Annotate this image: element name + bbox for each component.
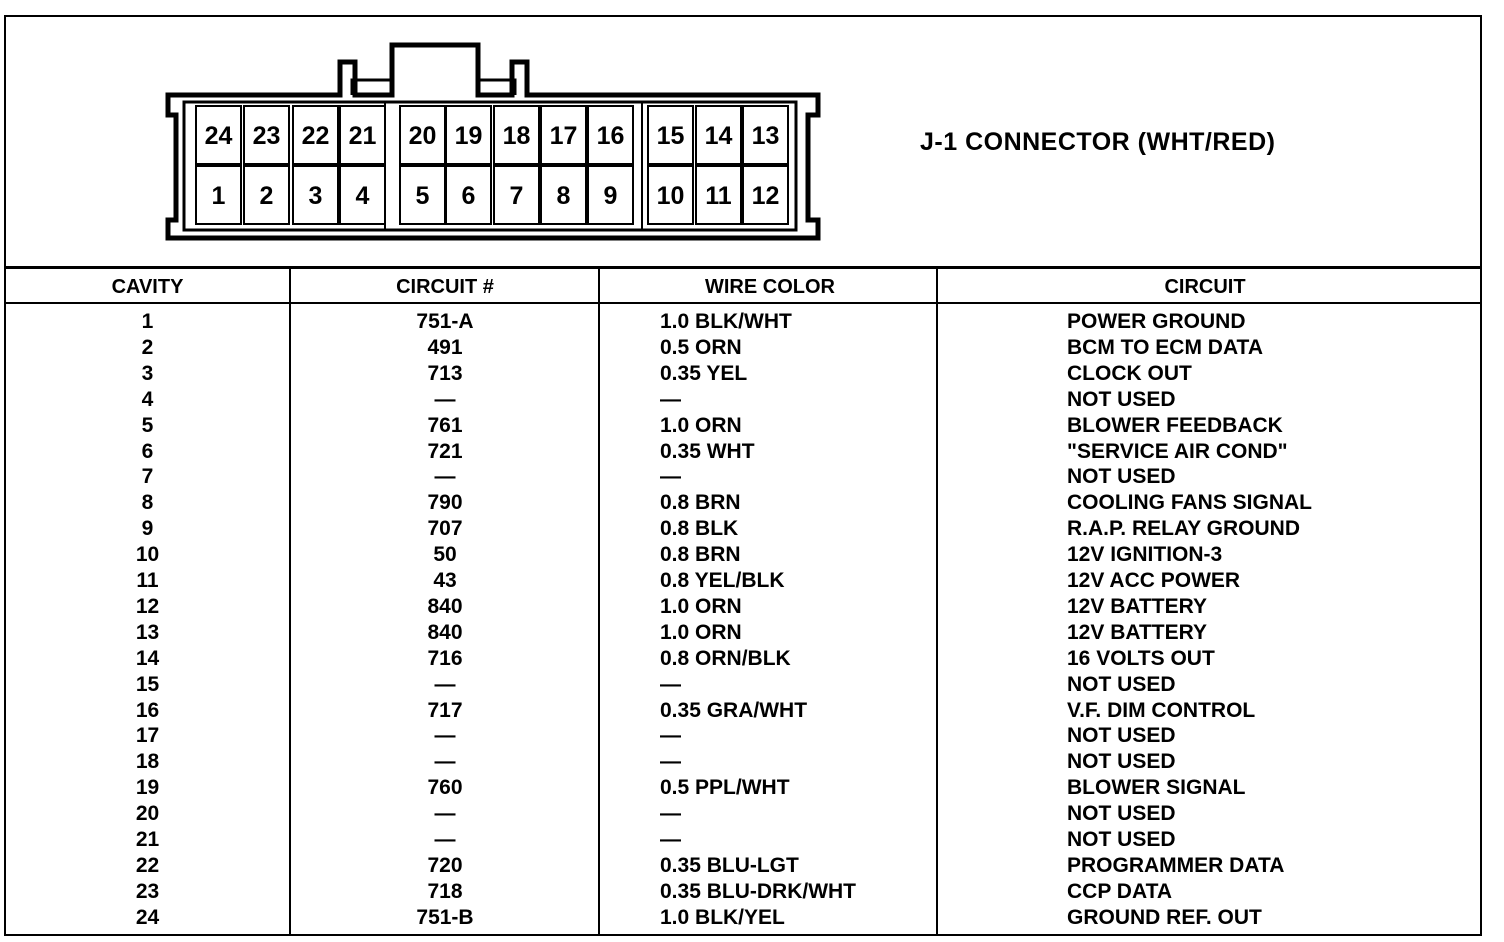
header-cavity: CAVITY xyxy=(111,276,184,298)
pin-number: 3 xyxy=(308,182,323,210)
header-wire-color: WIRE COLOR xyxy=(705,276,835,298)
table-row xyxy=(0,569,1504,595)
cavity-cell: 9 xyxy=(141,517,154,541)
connector-pin-top xyxy=(340,106,385,164)
wire-color-cell: 0.8 BLK xyxy=(660,517,739,541)
circuit-cell: COOLING FANS SIGNAL xyxy=(1067,491,1313,515)
circuit-number-cell: 50 xyxy=(433,543,457,567)
circuit-number-cell: — xyxy=(434,828,456,851)
pin-number: 21 xyxy=(348,122,377,150)
table-row xyxy=(0,750,1504,776)
circuit-cell: V.F. DIM CONTROL xyxy=(1067,698,1256,722)
pin-number: 17 xyxy=(549,122,578,150)
cavity-cell: 3 xyxy=(141,361,154,385)
circuit-number-cell: — xyxy=(434,465,456,489)
circuit-cell: NOT USED xyxy=(1067,750,1176,774)
section-divider xyxy=(4,266,1482,269)
table-row xyxy=(0,491,1504,517)
pin-number: 1 xyxy=(211,182,226,210)
cavity-cell: 20 xyxy=(135,802,160,826)
connector-title: J-1 CONNECTOR (WHT/RED) xyxy=(920,128,1276,156)
wire-color-cell: — xyxy=(660,724,681,748)
table-row xyxy=(0,414,1504,440)
circuit-cell: 12V BATTERY xyxy=(1067,620,1208,644)
circuit-cell: BLOWER SIGNAL xyxy=(1067,776,1246,800)
circuit-cell: BCM TO ECM DATA xyxy=(1067,335,1263,359)
connector-pin-bottom xyxy=(400,166,445,224)
circuit-number-cell: — xyxy=(434,672,456,696)
table-row xyxy=(0,388,1504,414)
wire-color-cell: 0.8 BRN xyxy=(660,543,741,567)
circuit-cell: NOT USED xyxy=(1067,828,1176,851)
wire-color-cell: 1.0 BLK/WHT xyxy=(660,310,792,333)
circuit-cell: "SERVICE AIR COND" xyxy=(1067,439,1288,463)
cavity-cell: 10 xyxy=(135,543,160,567)
connector-pin-bottom xyxy=(743,166,788,224)
connector-diagram xyxy=(160,40,830,250)
circuit-cell: 12V IGNITION-3 xyxy=(1067,543,1223,567)
wire-color-cell: — xyxy=(660,465,681,489)
cavity-cell: 22 xyxy=(135,853,160,877)
circuit-number-cell: — xyxy=(434,802,456,826)
connector-pin-bottom xyxy=(494,166,539,224)
wire-color-cell: 0.35 BLU-DRK/WHT xyxy=(660,879,857,903)
circuit-cell: PROGRAMMER DATA xyxy=(1067,853,1285,877)
cavity-cell: 12 xyxy=(135,594,160,618)
pin-number: 7 xyxy=(509,182,524,210)
cavity-cell: 19 xyxy=(135,776,160,800)
connector-pin-top xyxy=(446,106,491,164)
table-row xyxy=(0,880,1504,906)
pin-number: 9 xyxy=(603,182,618,210)
circuit-number-cell: — xyxy=(434,387,456,411)
circuit-number-cell: 716 xyxy=(427,646,463,670)
circuit-cell: CLOCK OUT xyxy=(1067,361,1192,385)
connector-pin-top xyxy=(494,106,539,164)
connector-pin-top xyxy=(541,106,586,164)
wire-color-cell: 1.0 BLK/YEL xyxy=(660,905,785,929)
circuit-cell: NOT USED xyxy=(1067,387,1176,411)
table-row xyxy=(0,854,1504,880)
connector-pin-top xyxy=(293,106,338,164)
cavity-cell: 8 xyxy=(141,491,154,515)
table-row xyxy=(0,802,1504,828)
pin-number: 13 xyxy=(751,122,780,150)
pin-number: 22 xyxy=(301,122,330,150)
circuit-number-cell: 718 xyxy=(427,879,463,903)
connector-pin-top xyxy=(648,106,693,164)
connector-pin-top xyxy=(588,106,633,164)
cavity-cell: 5 xyxy=(141,413,154,437)
cavity-cell: 11 xyxy=(136,569,159,592)
wire-color-cell: 1.0 ORN xyxy=(660,594,742,618)
connector-pin-bottom xyxy=(541,166,586,224)
pin-number: 15 xyxy=(656,122,685,150)
table-row xyxy=(0,543,1504,569)
cavity-cell: 23 xyxy=(135,879,160,903)
pin-number: 5 xyxy=(415,182,430,210)
circuit-number-cell: 707 xyxy=(427,517,463,541)
circuit-number-cell: 751-B xyxy=(416,905,474,929)
cavity-cell: 4 xyxy=(141,387,154,411)
connector-pin-bottom xyxy=(648,166,693,224)
table-row xyxy=(0,699,1504,725)
cavity-cell: 21 xyxy=(135,828,160,851)
cavity-cell: 17 xyxy=(135,724,160,748)
circuit-number-cell: 717 xyxy=(427,698,463,722)
cavity-cell: 2 xyxy=(141,335,154,359)
circuit-number-cell: 713 xyxy=(427,361,463,385)
pin-number: 2 xyxy=(259,182,274,210)
table-row xyxy=(0,906,1504,932)
header-divider xyxy=(4,302,1482,304)
wire-color-cell: — xyxy=(660,387,681,411)
pin-number: 6 xyxy=(461,182,476,210)
cavity-cell: 6 xyxy=(141,439,154,463)
pin-number: 8 xyxy=(556,182,571,210)
connector-pin-bottom xyxy=(696,166,741,224)
connector-pin-bottom xyxy=(196,166,241,224)
circuit-number-cell: — xyxy=(434,750,456,774)
wire-color-cell: — xyxy=(660,828,681,851)
circuit-cell: NOT USED xyxy=(1067,672,1176,696)
circuit-cell: 12V BATTERY xyxy=(1067,594,1208,618)
wire-color-cell: 0.5 ORN xyxy=(660,335,742,359)
table-row xyxy=(0,336,1504,362)
connector-pin-bottom xyxy=(588,166,633,224)
circuit-cell: GROUND REF. OUT xyxy=(1067,905,1262,929)
table-row xyxy=(0,517,1504,543)
wire-color-cell: 0.5 PPL/WHT xyxy=(660,776,790,800)
pin-number: 4 xyxy=(355,182,370,210)
header-circuit-number: CIRCUIT # xyxy=(396,276,494,298)
pin-number: 16 xyxy=(596,122,625,150)
table-row xyxy=(0,595,1504,621)
pin-number: 18 xyxy=(502,122,531,150)
circuit-number-cell: 491 xyxy=(427,335,463,359)
table-row xyxy=(0,440,1504,466)
wire-color-cell: 0.35 WHT xyxy=(660,439,755,463)
wire-color-cell: 0.35 BLU-LGT xyxy=(660,853,799,877)
circuit-cell: BLOWER FEEDBACK xyxy=(1067,413,1283,437)
cavity-cell: 24 xyxy=(135,905,160,929)
wire-color-cell: — xyxy=(660,802,681,826)
connector-pin-top xyxy=(244,106,289,164)
connector-pin-bottom xyxy=(446,166,491,224)
connector-pin-top xyxy=(743,106,788,164)
cavity-cell: 14 xyxy=(135,646,160,670)
circuit-number-cell: 751-A xyxy=(416,310,474,333)
pin-number: 19 xyxy=(454,122,483,150)
circuit-cell: NOT USED xyxy=(1067,802,1176,826)
circuit-number-cell: — xyxy=(434,724,456,748)
circuit-number-cell: 760 xyxy=(427,776,463,800)
pin-number: 12 xyxy=(751,182,780,210)
table-row xyxy=(0,673,1504,699)
circuit-cell: POWER GROUND xyxy=(1067,310,1246,333)
circuit-number-cell: 721 xyxy=(427,439,463,463)
wire-color-cell: 1.0 ORN xyxy=(660,620,742,644)
pin-number: 24 xyxy=(204,122,233,150)
circuit-cell: 16 VOLTS OUT xyxy=(1067,646,1215,670)
table-row xyxy=(0,621,1504,647)
pin-number: 14 xyxy=(704,122,733,150)
pin-number: 11 xyxy=(705,182,732,210)
wire-color-cell: 1.0 ORN xyxy=(660,413,742,437)
cavity-cell: 18 xyxy=(135,750,160,774)
wire-color-cell: 0.8 YEL/BLK xyxy=(660,569,785,592)
circuit-number-cell: 761 xyxy=(427,413,463,437)
circuit-cell: NOT USED xyxy=(1067,724,1176,748)
circuit-cell: R.A.P. RELAY GROUND xyxy=(1067,517,1300,541)
circuit-number-cell: 43 xyxy=(433,569,457,592)
connector-pin-top xyxy=(400,106,445,164)
circuit-number-cell: 720 xyxy=(427,853,463,877)
wire-color-cell: — xyxy=(660,750,681,774)
wire-color-cell: — xyxy=(660,672,681,696)
table-row xyxy=(0,724,1504,750)
table-row xyxy=(0,776,1504,802)
circuit-number-cell: 840 xyxy=(427,620,463,644)
circuit-number-cell: 790 xyxy=(427,491,463,515)
circuit-cell: CCP DATA xyxy=(1067,879,1172,903)
pin-number: 20 xyxy=(408,122,437,150)
table-row xyxy=(0,310,1504,336)
circuit-number-cell: 840 xyxy=(427,594,463,618)
wire-color-cell: 0.8 ORN/BLK xyxy=(660,646,791,670)
wire-color-cell: 0.35 GRA/WHT xyxy=(660,698,808,722)
cavity-cell: 7 xyxy=(141,465,154,489)
connector-pin-bottom xyxy=(340,166,385,224)
circuit-cell: NOT USED xyxy=(1067,465,1176,489)
connector-pin-top xyxy=(696,106,741,164)
pin-number: 23 xyxy=(252,122,281,150)
connector-pin-top xyxy=(196,106,241,164)
header-circuit: CIRCUIT xyxy=(1164,276,1246,298)
table-row xyxy=(0,362,1504,388)
table-row xyxy=(0,465,1504,491)
cavity-cell: 15 xyxy=(135,672,160,696)
connector-pin-bottom xyxy=(293,166,338,224)
wire-color-cell: 0.8 BRN xyxy=(660,491,741,515)
table-row xyxy=(0,828,1504,854)
connector-pin-bottom xyxy=(244,166,289,224)
circuit-cell: 12V ACC POWER xyxy=(1067,569,1241,592)
cavity-cell: 16 xyxy=(135,698,160,722)
table-row xyxy=(0,647,1504,673)
cavity-cell: 13 xyxy=(135,620,160,644)
pin-number: 10 xyxy=(656,182,685,210)
cavity-cell: 1 xyxy=(141,310,154,333)
wire-color-cell: 0.35 YEL xyxy=(660,361,748,385)
